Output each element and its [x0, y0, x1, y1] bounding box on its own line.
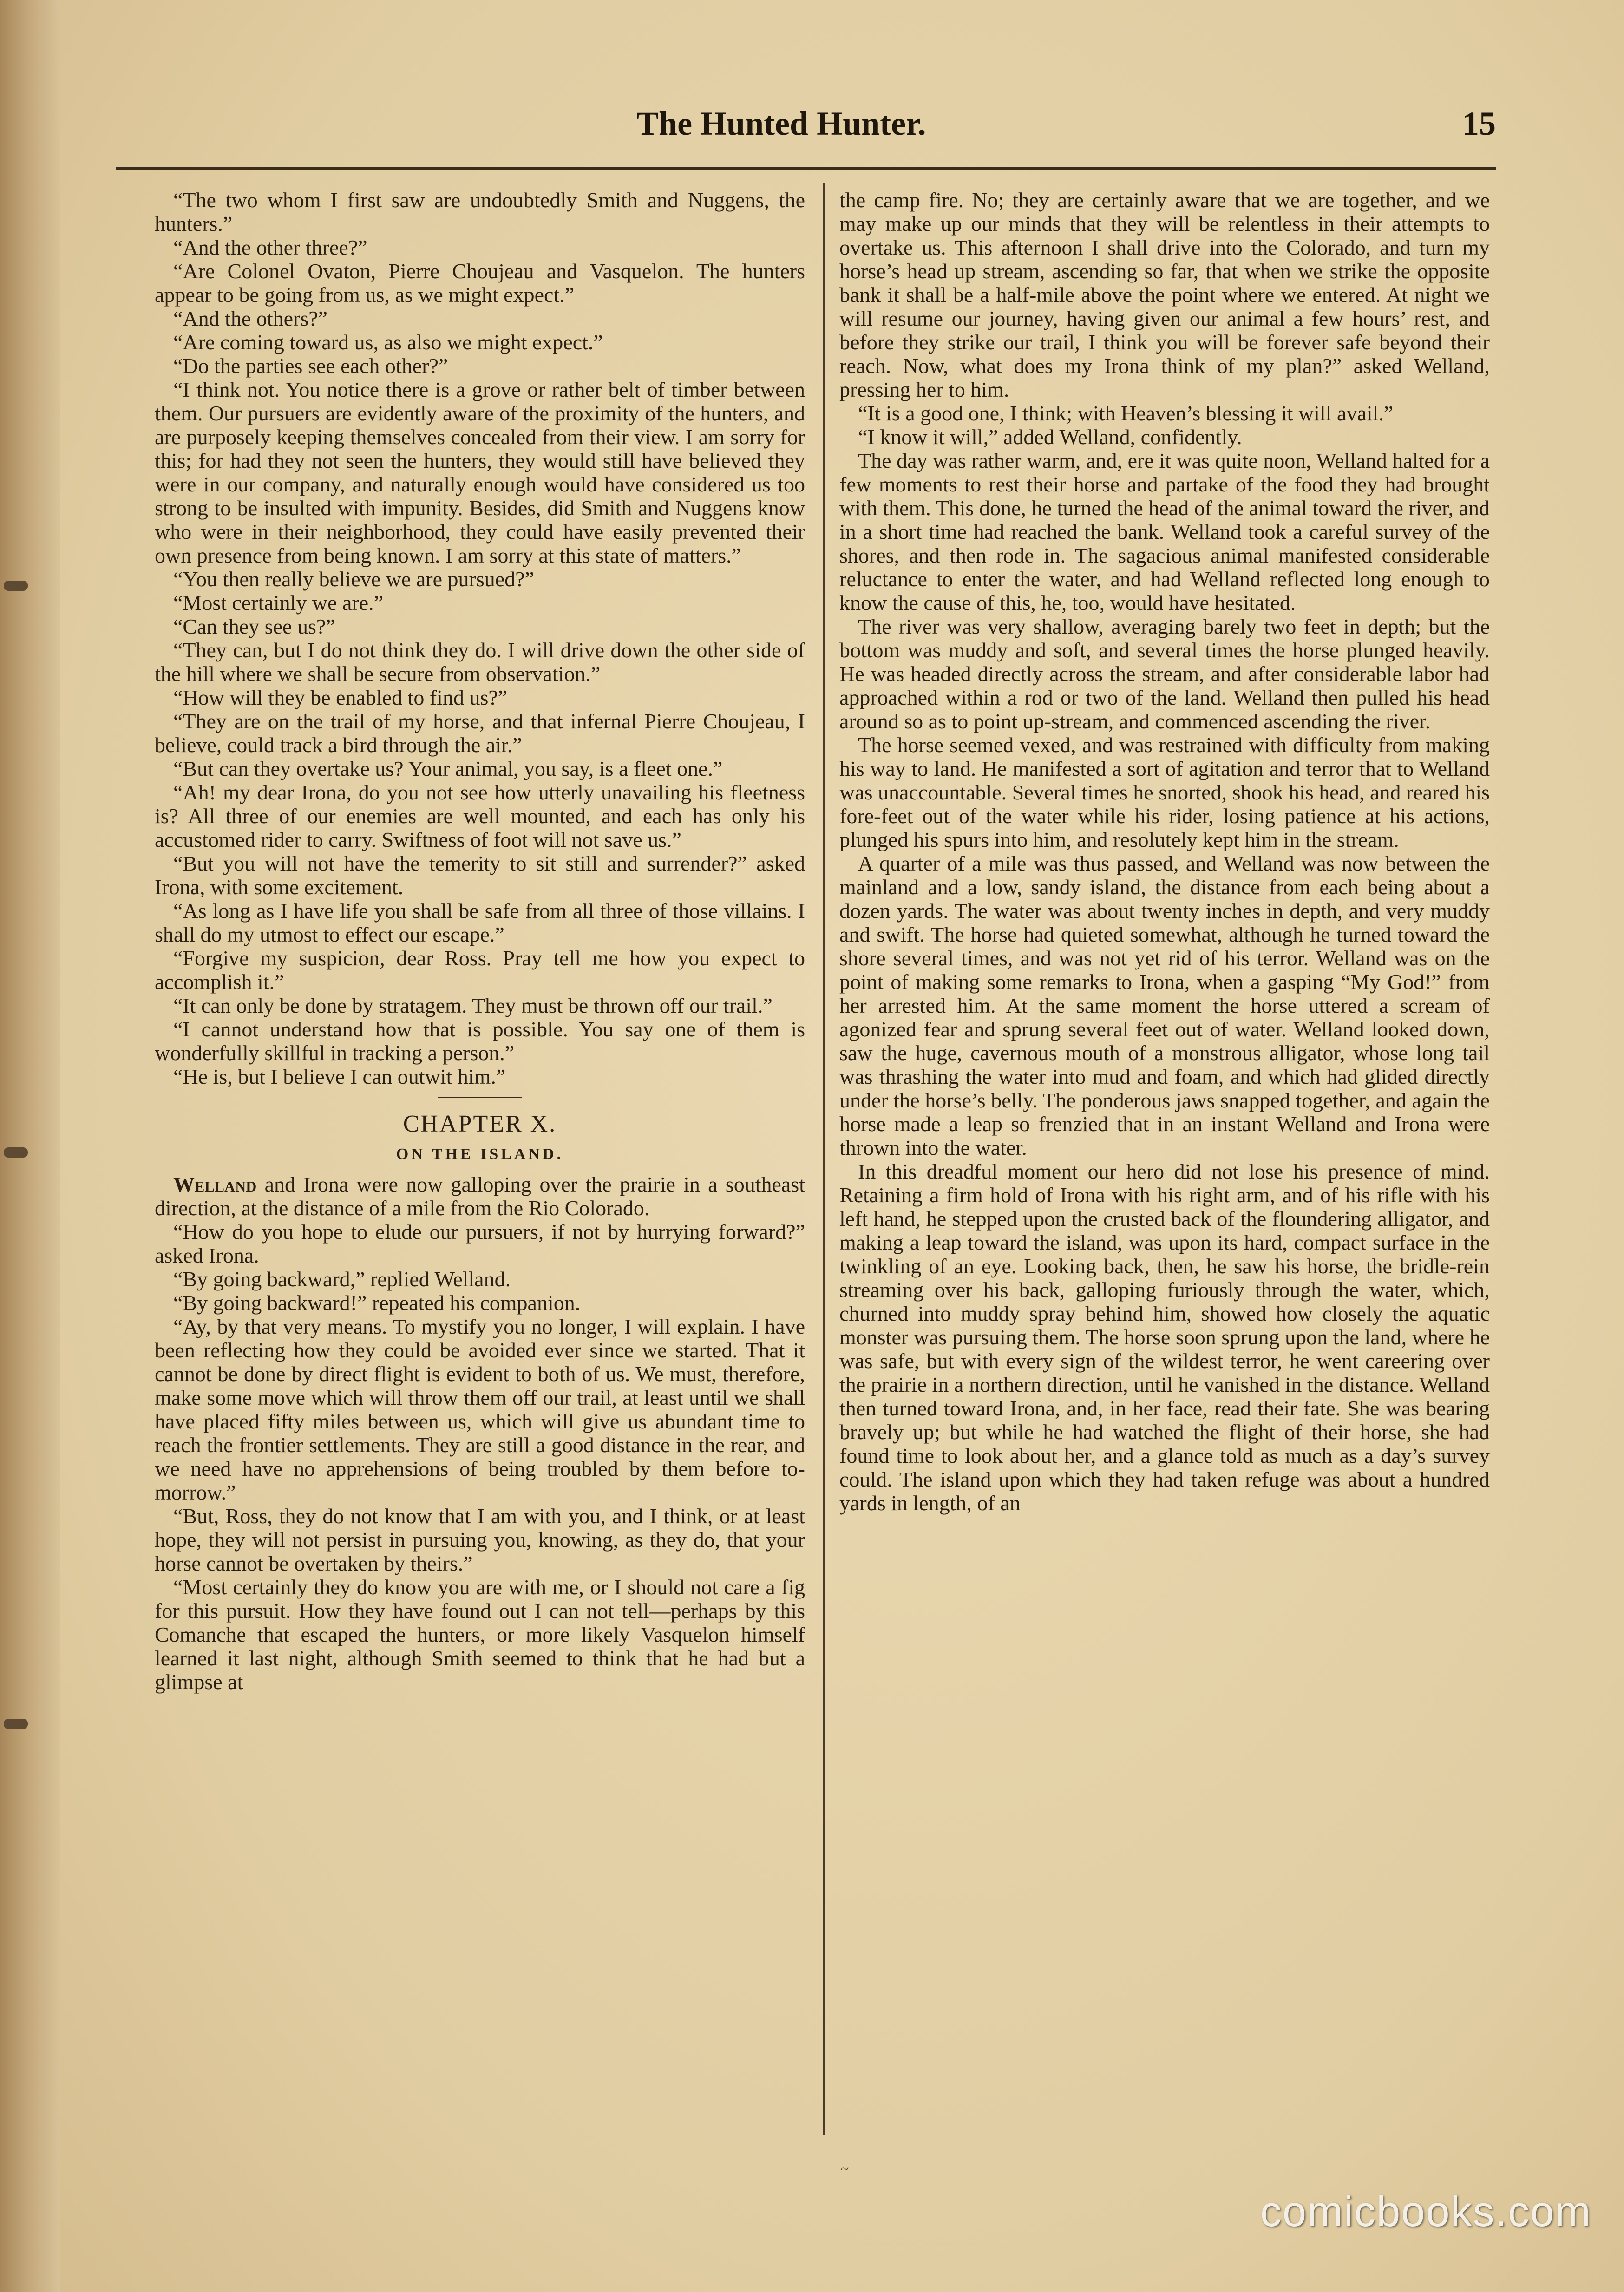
- paragraph: “You then really believe we are pursued?”: [173, 567, 535, 591]
- paragraph: “I cannot understand how that is possible. You say one of them is wonderfully skillful in tracking a person.”: [155, 1017, 805, 1065]
- paragraph: the camp fire. No; they are certainly aware that we are together, and we may make up our minds that they will be relentless in their attempts to overtake us. This afternoon I shall drive into the Colorado, and turn my horse’s head up stream, ascending so far, that when we strike the opposite bank it shall be a half-mile above the point where we entered. At night we will resume our journey, having given our animal a few hours’ rest, and before they strike our trail, I think you will be forever safe beyond their reach. Now, what does my Irona think of my plan?” asked Welland, pressing her to him.: [839, 188, 1490, 401]
- paragraph: “And the others?”: [173, 307, 328, 330]
- chapter-separator: [438, 1097, 522, 1098]
- binding-stitch: [4, 1719, 28, 1729]
- footer-mark: ~: [841, 2160, 849, 2177]
- column-divider: [823, 183, 825, 2135]
- running-title: The Hunted Hunter.: [636, 105, 926, 142]
- paragraph: “I think not. You notice there is a grove or rather belt of timber between them. Our pursuers are evidently aware of the proximity of the hunters, and are purposely keeping themselves concealed from their view. I am sorry for this; for had they not seen the hunters, they would still have believed they were in our company, and naturally enough would have considered us too strong to be insulted with impunity. Besides, did Smith and Nuggens know who were in their neighborhood, they could have easily prevented their own presence from being known. I am sorry at this state of matters.”: [155, 378, 805, 567]
- paragraph: “Most certainly we are.”: [173, 591, 384, 615]
- paragraph: “Do the parties see each other?”: [173, 354, 448, 378]
- paragraph: “Ay, by that very means. To mystify you no longer, I will explain. I have been reflecting how they could be avoided ever since we started. That it cannot be done by direct flight is evident to both of us. We must, therefore, make some move which will throw them off our trail, at least until we shall have placed fifty miles between us, which will give us abundant time to reach the frontier settlements. They are still a good distance in the rear, and we need have no apprehensions of being troubled by them before to-morrow.”: [155, 1315, 805, 1504]
- binding-stitch: [4, 1147, 28, 1158]
- paragraph: “As long as I have life you shall be safe from all three of those villains. I shall do my utmost to effect our escape.”: [155, 899, 805, 946]
- binding-stitch: [4, 581, 28, 591]
- paragraph: “Are Colonel Ovaton, Pierre Choujeau and Vasquelon. The hunters appear to be going from us, as we might expect.”: [155, 259, 805, 307]
- paragraph: “And the other three?”: [173, 236, 367, 259]
- right-column-paragraphs: [839, 188, 1490, 1515]
- paragraph: “How do you hope to elude our pursuers, if not by hurrying forward?” asked Irona.: [155, 1220, 805, 1267]
- paragraph: “But can they overtake us? Your animal, you say, is a fleet one.”: [173, 757, 723, 780]
- chapter-opening-word: Welland: [173, 1172, 257, 1196]
- paragraph: “By going backward,” replied Welland.: [173, 1267, 511, 1291]
- paragraph: “Are coming toward us, as also we might expect.”: [173, 330, 603, 354]
- paragraph: “Can they see us?”: [173, 615, 335, 638]
- chapter-opening-paragraph: [155, 1172, 805, 1220]
- paragraph: The river was very shallow, averaging barely two feet in depth; but the bottom was muddy and soft, and several times the horse plunged heavily. He was headed directly across the stream, and after considerable labor had approached within a rod or two of the land. Welland then pulled his head around so as to point up-stream, and commenced ascending the river.: [839, 615, 1490, 733]
- paragraph: “I know it will,” added Welland, confidently.: [858, 425, 1242, 449]
- chapter-title: CHAPTER X.: [403, 1111, 557, 1137]
- left-column-paragraphs: [155, 188, 805, 1088]
- paragraph: “Ah! my dear Irona, do you not see how utterly unavailing his fleetness is? All three of our enemies are well mounted, and each has only his accustomed rider to carry. Swiftness of foot will not save us.”: [155, 780, 805, 851]
- paragraph: “Forgive my suspicion, dear Ross. Pray tell me how you expect to accomplish it.”: [155, 946, 805, 994]
- paragraph: “How will they be enabled to find us?”: [173, 686, 508, 709]
- chapter-subtitle: ON THE ISLAND.: [396, 1146, 564, 1163]
- paragraph: In this dreadful moment our hero did not lose his presence of mind. Retaining a firm hold of Irona with his right arm, and of his rifle with his left hand, he stepped upon the crusted back of the floundering alligator, and making a leap toward the island, was upon its hard, compact surface in the twinkling of an eye. Looking back, then, he saw his horse, the bridle-rein streaming over his back, galloping furiously through the water, which, churned into muddy spray behind him, showed how closely the aquatic monster was pursuing them. The horse soon sprung upon the land, where he was safe, but with every sign of the wildest terror, he went careering over the prairie in a northern direction, until he vanished in the distance. Welland then turned toward Irona, and, in her face, read their fate. She was bearing bravely up; but while he had watched the flight of their horse, she had found time to look about her, and a glance told as much as a day’s survey could. The island upon which they had taken refuge was about a hundred yards in length, of an: [839, 1159, 1490, 1515]
- paragraph: The horse seemed vexed, and was restrained with difficulty from making his way to land. He manifested a sort of agitation and terror that to Welland was unaccountable. Several times he snorted, shook his head, and reared his fore-feet out of the water while his rider, losing patience at his actions, plunged his spurs into him, and resolutely kept him in the stream.: [839, 733, 1490, 851]
- paragraph: “They are on the trail of my horse, and that infernal Pierre Choujeau, I believe, could track a bird through the air.”: [155, 709, 805, 757]
- paragraph: “But, Ross, they do not know that I am with you, and I think, or at least hope, they will not persist in pursuing you, knowing, as they do, that your horse cannot be overtaken by theirs.”: [155, 1504, 805, 1575]
- paragraph: “They can, but I do not think they do. I will drive down the other side of the hill where we shall be secure from observation.”: [155, 638, 805, 686]
- site-watermark: comicbooks.com: [1260, 2188, 1591, 2235]
- chapter-opening-text: and Irona were now galloping over the prairie in a southeast direction, at the distance of a mile from the Rio Colorado.: [155, 1172, 805, 1220]
- paragraph: The day was rather warm, and, ere it was quite noon, Welland halted for a few moments to rest their horse and partake of the food they had brought with them. This done, he turned the head of the animal toward the river, and in a short time had reached the bank. Welland took a careful survey of the shores, and then rode in. The sagacious animal manifested considerable reluctance to enter the water, and had Welland reflected long enough to know the cause of this, he, too, would have hesitated.: [839, 449, 1490, 615]
- paragraph: “Most certainly they do know you are with me, or I should not care a fig for this pursuit. How they have found out I can not tell—perhaps by this Comanche that escaped the hunters, or more likely Vasquelon himself learned it last night, although Smith seemed to think that he had but a glimpse at: [155, 1575, 805, 1694]
- paragraph: “The two whom I first saw are undoubtedly Smith and Nuggens, the hunters.”: [155, 188, 805, 236]
- right-column: [839, 188, 1490, 2116]
- paragraph: “It can only be done by stratagem. They must be thrown off our trail.”: [173, 994, 773, 1017]
- page-number: 15: [1462, 105, 1496, 142]
- paragraph: A quarter of a mile was thus passed, and Welland was now between the mainland and a low, sandy island, the distance from each being about a dozen yards. The water was about twenty inches in depth, and very muddy and swift. The horse had quieted somewhat, although he turned toward the shore several times, and was not yet rid of his terror. Welland was on the point of making some remarks to Irona, when a gasping “My God!” from her arrested him. At the same moment the horse uttered a scream of agonized fear and sprung several feet out of water. Welland looked down, saw the huge, cavernous mouth of a monstrous alligator, whose long tail was thrashing the water into mud and foam, and which had glided directly under the horse’s belly. The ponderous jaws snapped together, and again the horse made a leap so frenzied that in an instant Welland and Irona were thrown into the water.: [839, 851, 1490, 1159]
- book-spine: [0, 0, 60, 2292]
- paragraph: “But you will not have the temerity to sit still and surrender?” asked Irona, with some excitement.: [155, 851, 805, 899]
- paragraph: “It is a good one, I think; with Heaven’s blessing it will avail.”: [858, 401, 1394, 425]
- running-header: [116, 105, 1496, 156]
- paragraph: “He is, but I believe I can outwit him.”: [173, 1065, 506, 1088]
- left-column: [155, 188, 805, 2116]
- left-column-paragraphs-after: [155, 1220, 805, 1694]
- paragraph: “By going backward!” repeated his companion.: [173, 1291, 581, 1315]
- header-rule: [116, 167, 1496, 170]
